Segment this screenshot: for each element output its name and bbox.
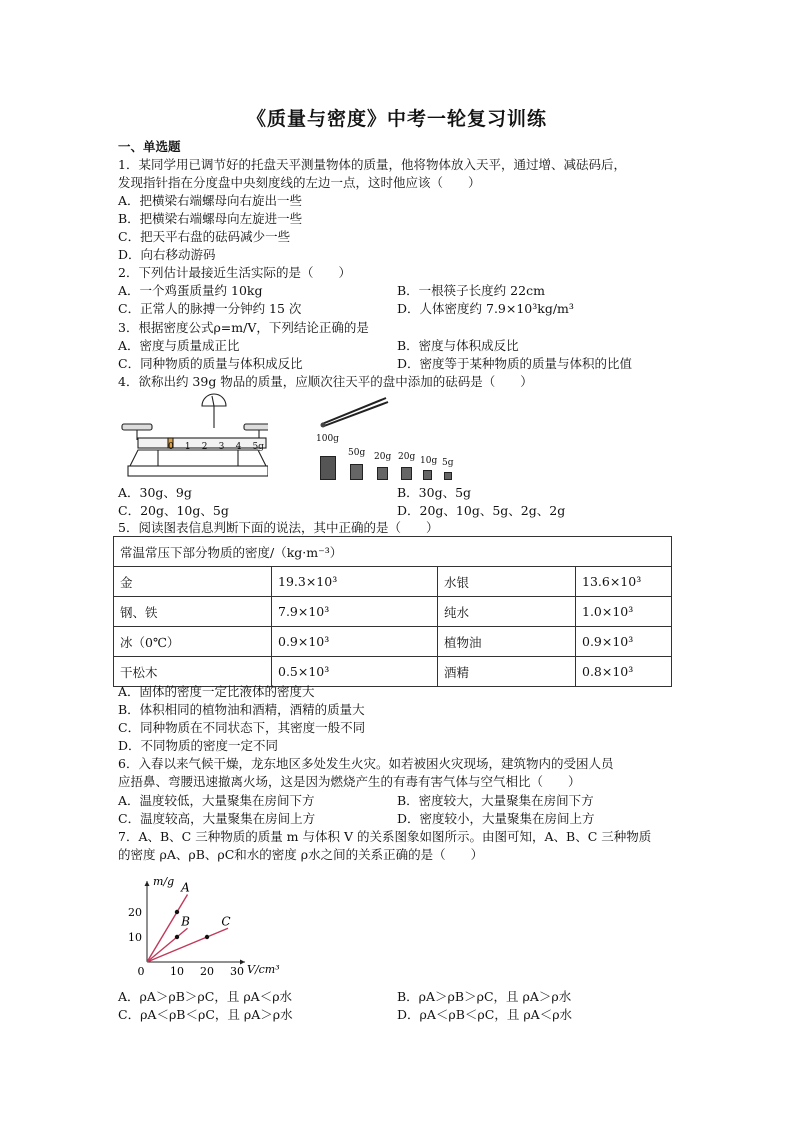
q4-option-d: D．20g、10g、5g、2g、2g	[397, 503, 566, 518]
data-point-C	[205, 935, 209, 939]
right-pan	[244, 424, 268, 430]
q3-option-c: C．同种物质的质量与体积成反比	[118, 356, 303, 371]
weight-set	[316, 434, 464, 482]
x-axis-arrow	[240, 960, 245, 965]
x-tick-label: 20	[200, 965, 214, 978]
beam-tick: 3	[218, 442, 225, 452]
weight-label-10g: 10g	[420, 456, 438, 466]
data-point-A	[175, 910, 179, 914]
table-row	[114, 567, 672, 597]
q2-stem: 2．下列估计最接近生活实际的是（ ）	[118, 265, 351, 280]
beam-tick: 4	[235, 442, 242, 452]
weight-label-100g: 100g	[316, 434, 339, 444]
table-row	[114, 627, 672, 657]
q6-stem-line2: 应捂鼻、弯腰迅速撤离火场，这是因为燃烧产生的有毒有害气体与空气相比（ ）	[118, 774, 581, 789]
balance-scale-figure	[118, 392, 268, 484]
q4-stem: 4．欲称出约 39g 物品的质量，应顺次往天平的盘中添加的砝码是（ ）	[118, 374, 533, 389]
series-line-C	[147, 928, 228, 962]
y-axis-label: m/g	[153, 875, 175, 888]
table-cell: 0.5×10³	[272, 657, 438, 687]
table-cell: 0.8×10³	[576, 657, 672, 687]
q5-option-b: B．体积相同的植物油和酒精，酒精的质量大	[118, 702, 365, 717]
series-line-A	[147, 895, 188, 963]
left-pan	[122, 424, 152, 430]
beam-tick: 2	[201, 442, 208, 452]
weight-20g-icon	[377, 467, 388, 480]
section-heading: 一、单选题	[118, 139, 181, 154]
q5-stem: 5．阅读图表信息判断下面的说法，其中正确的是（ ）	[118, 520, 439, 535]
beam-tick: 0	[168, 442, 174, 452]
weight-50g-icon	[350, 464, 363, 480]
table-cell: 干松木	[114, 657, 272, 687]
q1-stem-line2: 发现指针指在分度盘中央刻度线的左边一点，这时他应该（ ）	[118, 175, 481, 190]
table-cell: 植物油	[438, 627, 576, 657]
table-row	[114, 657, 672, 687]
table-cell: 0.9×10³	[576, 627, 672, 657]
table-cell: 1.0×10³	[576, 597, 672, 627]
q1-option-b: B．把横梁右端螺母向左旋进一些	[118, 211, 303, 226]
q6-option-a: A．温度较低，大量聚集在房间下方	[118, 793, 315, 808]
series-line-B	[147, 928, 188, 962]
table-cell: 钢、铁	[114, 597, 272, 627]
q1-option-a: A．把横梁右端螺母向右旋出一些	[118, 193, 303, 208]
weight-100g-icon	[320, 456, 336, 480]
density-table	[113, 536, 672, 687]
q4-option-c: C．20g、10g、5g	[118, 503, 229, 518]
weight-label-20g-b: 20g	[398, 452, 416, 462]
q1-option-d: D．向右移动游码	[118, 247, 216, 262]
beam-tick: 5g	[252, 442, 264, 452]
table-cell: 金	[114, 567, 272, 597]
q7-option-a: A．ρA＞ρB＞ρC，且 ρA＜ρ水	[118, 989, 293, 1004]
table-header: 常温常压下部分物质的密度/（kg·m⁻³）	[114, 537, 672, 567]
table-cell: 冰（0℃）	[114, 627, 272, 657]
weight-label-5g: 5g	[442, 458, 454, 468]
table-header-row	[114, 537, 672, 567]
weight-5g-icon	[444, 472, 452, 480]
q3-option-b: B．密度与体积成反比	[397, 338, 519, 353]
table-cell: 13.6×10³	[576, 567, 672, 597]
table-cell: 19.3×10³	[272, 567, 438, 597]
y-axis-arrow	[145, 881, 150, 886]
weight-label-20g-a: 20g	[374, 452, 392, 462]
q2-option-b: B．一根筷子长度约 22cm	[397, 283, 545, 298]
q3-stem: 3．根据密度公式ρ=m/V，下列结论正确的是	[118, 320, 369, 335]
series-label-C: C	[221, 914, 231, 929]
x-tick-label: 30	[230, 965, 244, 978]
beam-tick: 1	[184, 442, 191, 452]
q4-option-a: A．30g、9g	[118, 485, 192, 500]
q1-option-c: C．把天平右盘的砝码减少一些	[118, 229, 291, 244]
q2-option-d: D．人体密度约 7.9×10³kg/m³	[397, 301, 574, 316]
q7-option-b: B．ρA＞ρB＞ρC，且 ρA＞ρ水	[397, 989, 572, 1004]
q2-option-a: A．一个鸡蛋质量约 10kg	[118, 283, 263, 298]
q6-option-b: B．密度较大，大量聚集在房间下方	[397, 793, 594, 808]
q7-option-c: C．ρA＜ρB＜ρC，且 ρA＞ρ水	[118, 1007, 293, 1022]
table-cell: 纯水	[438, 597, 576, 627]
q5-option-c: C．同种物质在不同状态下，其密度一般不同	[118, 720, 366, 735]
table-cell: 酒精	[438, 657, 576, 687]
x-axis-label: V/cm³	[247, 963, 280, 976]
table-cell: 0.9×10³	[272, 627, 438, 657]
q6-stem-line1: 6．入春以来气候干燥，龙东地区多处发生火灾。如若被困火灾现场，建筑物内的受困人员	[118, 756, 614, 771]
data-point-B	[175, 935, 179, 939]
x-tick-label: 10	[170, 965, 184, 978]
weight-label-50g: 50g	[348, 448, 366, 458]
q1-stem-line1: 1．某同学用已调节好的托盘天平测量物体的质量，他将物体放入天平，通过增、减砝码后，	[118, 157, 626, 172]
series-label-B: B	[181, 914, 190, 929]
mass-volume-graph	[120, 866, 290, 982]
q4-option-b: B．30g、5g	[397, 485, 472, 500]
q3-option-a: A．密度与质量成正比	[118, 338, 240, 353]
origin-label: 0	[137, 965, 145, 978]
weight-10g-icon	[423, 470, 432, 480]
y-tick-label: 20	[128, 906, 142, 919]
q5-option-d: D．不同物质的密度一定不同	[118, 738, 279, 753]
q6-option-d: D．密度较小，大量聚集在房间上方	[397, 811, 595, 826]
series-label-A: A	[181, 880, 190, 895]
q2-option-c: C．正常人的脉搏一分钟约 15 次	[118, 301, 302, 316]
table-cell: 水银	[438, 567, 576, 597]
y-tick-label: 10	[128, 931, 142, 944]
table-row	[114, 597, 672, 627]
tweezers-icon	[318, 394, 390, 428]
page-title: 《质量与密度》中考一轮复习训练	[246, 108, 547, 130]
q3-option-d: D．密度等于某种物质的质量与体积的比值	[397, 356, 633, 371]
q7-stem-line2: 的密度 ρA、ρB、ρC和水的密度 ρ水之间的关系正确的是（ ）	[118, 847, 484, 862]
weight-20g-icon	[401, 467, 412, 480]
beam-scale-ticks	[168, 442, 264, 452]
q5-option-a: A．固体的密度一定比液体的密度大	[118, 684, 315, 699]
table-cell: 7.9×10³	[272, 597, 438, 627]
q7-stem-line1: 7．A、B、C 三种物质的质量 m 与体积 V 的关系图象如图所示。由图可知，A、B、C 三种物质	[118, 829, 652, 844]
q7-option-d: D．ρA＜ρB＜ρC，且 ρA＜ρ水	[397, 1007, 573, 1022]
balance-base	[130, 450, 266, 466]
q6-option-c: C．温度较高，大量聚集在房间上方	[118, 811, 316, 826]
